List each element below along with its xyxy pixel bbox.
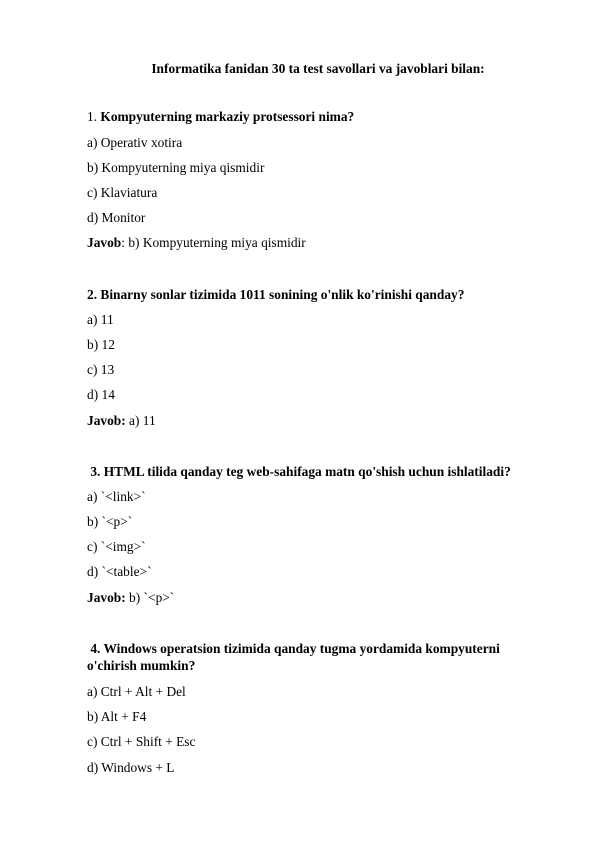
answer-label: Javob: [87,590,126,605]
question-4-option-a: a) Ctrl + Alt + Del [87,684,186,699]
question-1-option-a: a) Operativ xotira [87,135,183,150]
question-1-answer [87,235,306,251]
question-3-text: 3. HTML tilida qanday teg web-sahifaga matn qo'shish uchun ishlatiladi? [87,464,511,479]
answer-text: b) Kompyuterning miya qismidir [124,235,306,250]
question-2-option-d: d) 14 [87,387,115,402]
question-1-option-b: b) Kompyuterning miya qismidir [87,160,265,175]
document-title: Informatika fanidan 30 ta test savollari va javoblari bilan: [151,61,485,76]
question-4-option-b: b) Alt + F4 [87,709,147,724]
question-1-option-d: d) Monitor [87,210,146,225]
question-3-option-a: a) `<link>` [87,489,146,504]
question-3-option-c: c) `<img>` [87,539,146,554]
question-4-text-line-1: 4. Windows operatsion tizimida qanday tugma yordamida kompyuterni [87,641,500,656]
question-4-option-c: c) Ctrl + Shift + Esc [87,734,196,749]
question-1-number: 1. [87,109,98,124]
question-2-text: 2. Binarny sonlar tizimida 1011 sonining o'nlik ko'rinishi qanday? [87,287,465,302]
answer-separator: : [121,235,125,250]
question-2-option-b: b) 12 [87,337,115,352]
answer-text: b) `<p>` [125,590,175,605]
answer-text: a) 11 [125,413,156,428]
question-2-answer [87,413,156,429]
answer-label: Javob: [87,413,126,428]
question-4-option-d: d) Windows + L [87,760,175,775]
question-1-option-c: c) Klaviatura [87,185,158,200]
question-3-option-d: d) `<table>` [87,564,152,579]
question-3-option-b: b) `<p>` [87,514,133,529]
answer-label: Javob [87,235,122,250]
question-2-option-a: a) 11 [87,312,114,327]
question-4-text-line-2: o'chirish mumkin? [87,658,196,673]
question-1 [87,109,354,125]
question-3-answer [87,590,174,606]
question-2-option-c: c) 13 [87,362,115,377]
question-1-text: Kompyuterning markaziy protsessori nima? [100,109,355,124]
